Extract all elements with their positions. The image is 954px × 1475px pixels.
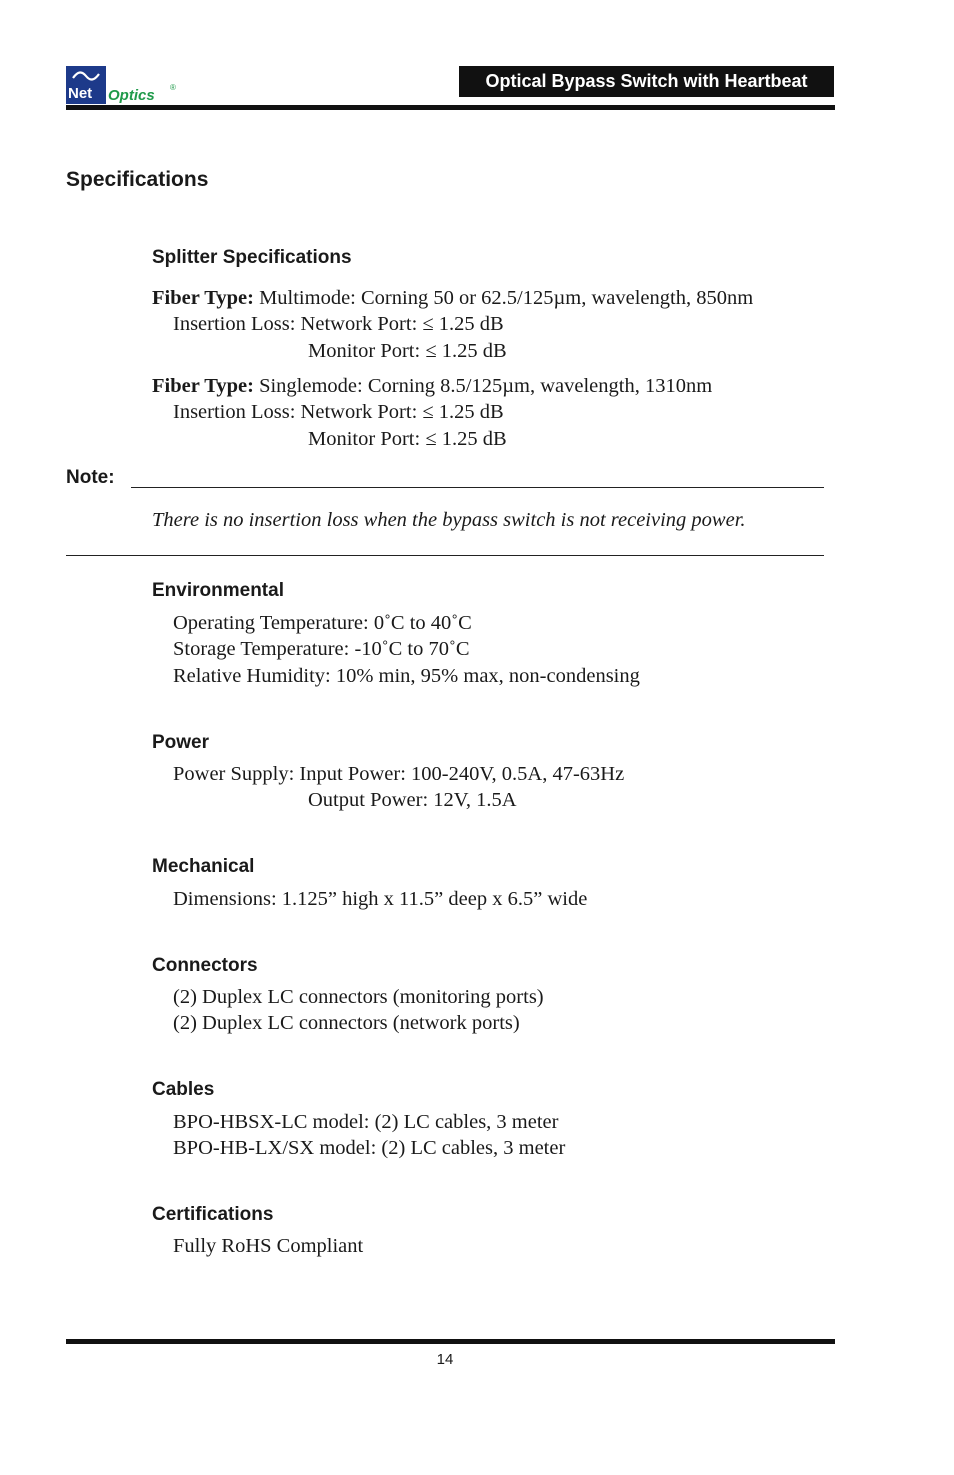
cables-heading: Cables [152, 1079, 215, 1100]
power-supply-output: Output Power: 12V, 1.5A [308, 789, 517, 811]
relative-humidity: Relative Humidity: 10% min, 95% max, non-condensing [173, 665, 640, 687]
power-heading: Power [152, 732, 210, 753]
singlemode-network-port-loss: Insertion Loss: Network Port: ≤ 1.25 dB [173, 401, 504, 423]
storage-temperature: Storage Temperature: -10˚C to 70˚C [173, 638, 470, 660]
multimode-network-port-loss: Insertion Loss: Network Port: ≤ 1.25 dB [173, 313, 504, 335]
cable-hbsx-lc: BPO-HBSX-LC model: (2) LC cables, 3 meter [173, 1111, 559, 1133]
netoptics-logo [66, 66, 186, 106]
mechanical-heading: Mechanical [152, 856, 255, 877]
fiber-type-value: Singlemode: Corning 8.5/125µm, wavelength, 1310nm [253, 375, 713, 397]
rohs-compliance: Fully RoHS Compliant [173, 1235, 364, 1257]
dimensions: Dimensions: 1.125” high x 11.5” deep x 6.5” wide [173, 888, 588, 910]
footer-rule [66, 1339, 835, 1344]
connector-network: (2) Duplex LC connectors (network ports) [173, 1012, 520, 1034]
note-bottom-rule [66, 555, 824, 556]
note-text: There is no insertion loss when the bypass switch is not receiving power. [152, 509, 746, 531]
note-label: Note: [66, 467, 115, 488]
page-number: 14 [436, 1351, 454, 1368]
logo-registered-mark: ® [170, 83, 176, 92]
fiber-type-value: Multimode: Corning 50 or 62.5/125µm, wavelength, 850nm [253, 287, 754, 309]
logo-mark [66, 66, 106, 104]
operating-temperature: Operating Temperature: 0˚C to 40˚C [173, 612, 472, 634]
page-title: Specifications [66, 168, 209, 191]
note-top-rule [131, 487, 824, 488]
connector-monitoring: (2) Duplex LC connectors (monitoring ports) [173, 986, 544, 1008]
splitter-specifications-heading: Splitter Specifications [152, 247, 352, 268]
power-supply-input: Power Supply: Input Power: 100-240V, 0.5A, 47-63Hz [173, 763, 625, 785]
certifications-heading: Certifications [152, 1204, 274, 1225]
singlemode-monitor-port-loss: Monitor Port: ≤ 1.25 dB [308, 428, 507, 450]
multimode-monitor-port-loss: Monitor Port: ≤ 1.25 dB [308, 340, 507, 362]
environmental-heading: Environmental [152, 580, 284, 601]
logo-optics-text: Optics [108, 87, 155, 104]
wave-icon [72, 70, 100, 82]
fiber-type-label: Fiber Type: [152, 375, 254, 397]
document-title-banner: Optical Bypass Switch with Heartbeat [459, 66, 834, 97]
connectors-heading: Connectors [152, 955, 258, 976]
fiber-type-multimode-line [152, 285, 753, 311]
cable-hb-lx-sx: BPO-HB-LX/SX model: (2) LC cables, 3 meter [173, 1137, 566, 1159]
header-rule [66, 105, 835, 110]
fiber-type-label: Fiber Type: [152, 287, 254, 309]
logo-net-text: Net [68, 85, 93, 102]
fiber-type-singlemode-line [152, 373, 712, 399]
